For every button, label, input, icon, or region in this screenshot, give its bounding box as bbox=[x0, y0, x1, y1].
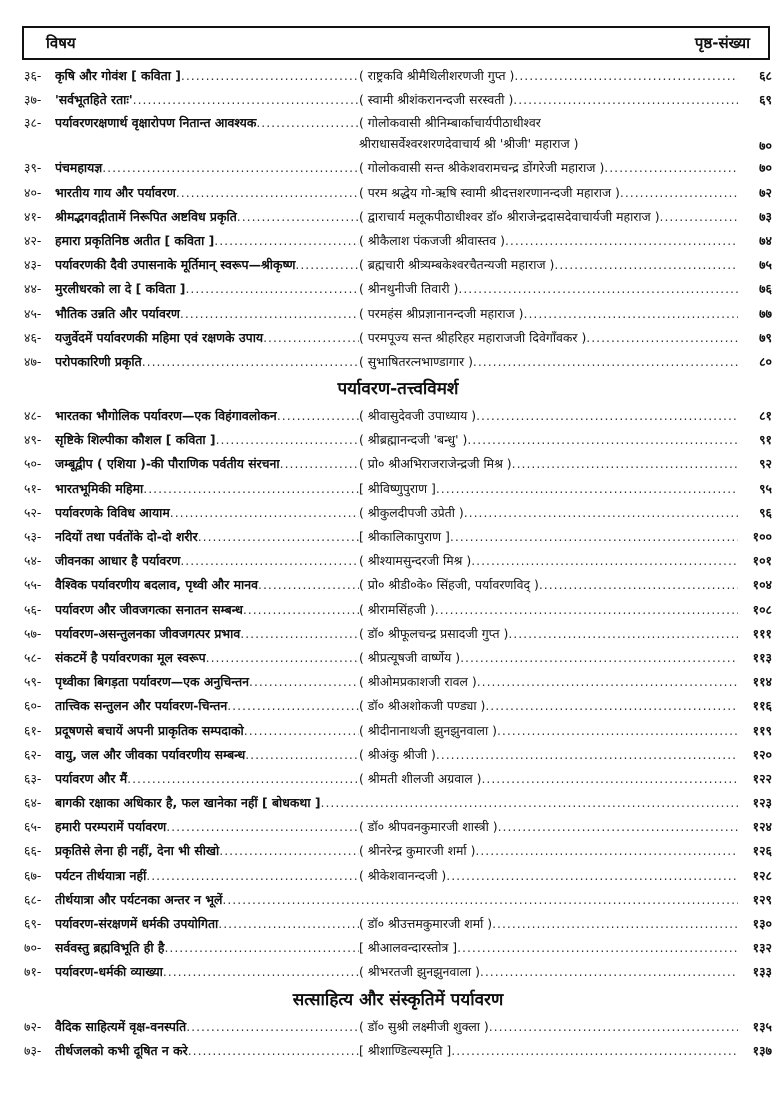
entry-author: ( श्रीकैलाश पंकजजी श्रीवास्तव ) bbox=[359, 232, 505, 248]
entry-title: पर्यावरण-असन्तुलनका जीवजगत्पर प्रभाव bbox=[55, 625, 241, 641]
contents-entry bbox=[24, 743, 772, 767]
entry-page: ७४ bbox=[759, 232, 772, 248]
entry-page: ७६ bbox=[759, 281, 772, 297]
entry-title: परोपकारिणी प्रकृति bbox=[55, 353, 142, 369]
contents-entry bbox=[24, 646, 772, 670]
entry-page: १११ bbox=[752, 625, 772, 641]
subject-heading: विषय bbox=[46, 34, 76, 52]
entry-page: ९६ bbox=[759, 504, 772, 520]
contents-entry bbox=[24, 815, 772, 839]
entry-author: ( श्रीओमप्रकाशजी रावल ) bbox=[359, 674, 477, 690]
entry-page: ७७ bbox=[759, 305, 772, 321]
contents-entry bbox=[24, 670, 772, 694]
entry-number: ३७- bbox=[24, 92, 42, 108]
entry-page: ७० bbox=[759, 138, 772, 154]
entry-page: ६९ bbox=[759, 92, 772, 108]
entry-page: १३० bbox=[752, 916, 772, 931]
entry-page: ९१ bbox=[759, 432, 772, 448]
contents-entry bbox=[24, 525, 772, 549]
section-heading: पर्यावरण-तत्त्वविमर्श bbox=[337, 379, 459, 400]
entry-author: ( गोलोकवासी सन्त श्रीकेशवरामचन्द्र डोंगरेजी महाराज ) bbox=[359, 160, 605, 176]
entry-number: ४६- bbox=[24, 329, 42, 345]
contents-entry bbox=[24, 205, 772, 229]
contents-entry bbox=[24, 573, 772, 597]
entry-page: १०० bbox=[752, 529, 772, 544]
entry-title: पर्यावरणके विविध आयाम bbox=[55, 504, 170, 520]
entry-title: 'सर्वभूतहिते रताः' bbox=[55, 92, 133, 108]
entry-number: ६१- bbox=[24, 722, 42, 738]
contents-entry bbox=[24, 181, 772, 205]
entry-number: ४५- bbox=[24, 305, 42, 321]
entry-number: ६३- bbox=[24, 770, 42, 786]
entry-number: ४४- bbox=[24, 281, 42, 297]
entry-title: सृष्टिके शिल्पीका कौशल [ कविता ] bbox=[55, 432, 216, 448]
entry-page: ७२ bbox=[759, 184, 772, 200]
entry-number: ६०- bbox=[24, 698, 42, 714]
entry-number: ५०- bbox=[24, 456, 42, 472]
entry-title: नदियों तथा पर्वतोंके दो-दो शरीर bbox=[55, 529, 198, 544]
entry-title: पर्यावरण और जीवजगत्का सनातन सम्बन्ध bbox=[55, 601, 243, 617]
entry-number: ४८- bbox=[24, 408, 42, 424]
entry-page: ११९ bbox=[752, 722, 772, 738]
entry-title: यजुर्वेदमें पर्यावरणकी महिमा एवं रक्षणके उपाय bbox=[55, 329, 264, 345]
entry-title: बागकी रक्षाका अधिकार है, फल खानेका नहीं [ बोधकथा ] bbox=[55, 795, 321, 811]
entry-page: ८० bbox=[759, 353, 772, 369]
entry-page: १०१ bbox=[752, 553, 772, 569]
entry-number: ५१- bbox=[24, 480, 42, 496]
entry-title: कृषि और गोवंश [ कविता ] bbox=[55, 68, 181, 83]
entry-author: ( ब्रह्मचारी श्रीत्र्यम्बकेश्वरचैतन्यजी महाराज ) bbox=[359, 257, 555, 273]
entry-author: ( गोलोकवासी श्रीनिम्बार्काचार्यपीठाधीश्वर bbox=[359, 115, 541, 131]
entry-number: ५४- bbox=[24, 553, 42, 569]
entry-page: ११६ bbox=[752, 698, 772, 714]
entry-page: ६८ bbox=[759, 68, 772, 83]
contents-entry bbox=[24, 404, 772, 428]
entry-author: ( डॉ० श्रीउत्तमकुमारजी शर्मा ) bbox=[359, 916, 493, 931]
entry-page: १३७ bbox=[752, 1042, 772, 1058]
contents-entry bbox=[24, 277, 772, 301]
contents-entry bbox=[24, 791, 772, 815]
entry-page: ९५ bbox=[759, 480, 772, 496]
entry-number: ४२- bbox=[24, 232, 42, 248]
entry-page: ७३ bbox=[759, 208, 772, 224]
entry-number: ६८- bbox=[24, 891, 42, 907]
contents-entry bbox=[24, 302, 772, 326]
contents-entry bbox=[24, 428, 772, 452]
entry-author: [ श्रीविष्णुपुराण ] bbox=[359, 480, 436, 496]
entry-author: ( श्रीनथुनीजी तिवारी ) bbox=[359, 281, 459, 297]
entry-number: ४७- bbox=[24, 353, 42, 369]
entry-number: ६६- bbox=[24, 843, 42, 859]
entry-page: १२२ bbox=[752, 770, 772, 786]
entry-author: ( श्रीरामसिंहजी ) bbox=[359, 601, 435, 617]
entry-number: ६७- bbox=[24, 867, 42, 883]
entry-page: १०८ bbox=[752, 601, 772, 617]
entry-page: १२८ bbox=[752, 867, 772, 883]
entry-number: ७३- bbox=[24, 1042, 42, 1058]
entry-number: ३८- bbox=[24, 115, 42, 131]
entry-page: ७५ bbox=[759, 257, 772, 273]
entry-page: १२९ bbox=[752, 891, 772, 907]
entry-title: तीर्थयात्रा और पर्यटनका अन्तर न भूलें bbox=[55, 891, 223, 907]
entry-page: १२६ bbox=[752, 843, 772, 859]
entry-number: ५३- bbox=[24, 529, 42, 544]
entry-author-line2: श्रीराधासर्वेश्वरशरणदेवाचार्य श्री 'श्रीजी' महाराज ) bbox=[359, 136, 579, 152]
entry-author: ( सुभाषितरत्नभाण्डागार ) bbox=[359, 353, 473, 369]
entry-title: प्रदूषणसे बचायें अपनी प्राकृतिक सम्पदाको bbox=[55, 722, 244, 738]
entry-number: ४९- bbox=[24, 432, 42, 448]
entry-page: ७० bbox=[759, 160, 772, 176]
contents-entry bbox=[24, 839, 772, 863]
contents-entry bbox=[24, 960, 772, 984]
entry-author: ( श्रीप्रत्यूषजी वार्ष्णेय ) bbox=[359, 649, 461, 665]
entry-author: ( श्रीवासुदेवजी उपाध्याय ) bbox=[359, 408, 477, 424]
contents-entry bbox=[24, 888, 772, 912]
contents-entry bbox=[24, 477, 772, 501]
contents-entry bbox=[24, 112, 772, 156]
entry-author: [ श्रीआलवन्दारस्तोत्र ] bbox=[359, 940, 458, 956]
entry-number: ७१- bbox=[24, 964, 42, 980]
entry-title: प्रकृतिसे लेना ही नहीं, देना भी सीखो bbox=[55, 843, 220, 859]
entry-title: भौतिक उन्नति और पर्यावरण bbox=[55, 305, 180, 321]
contents-entry bbox=[24, 1015, 772, 1039]
contents-entry bbox=[24, 501, 772, 525]
entry-page: १०४ bbox=[752, 577, 772, 593]
contents-entry bbox=[24, 326, 772, 350]
entry-title: पृथ्वीका बिगड़ता पर्यावरण—एक अनुचिन्तन bbox=[55, 674, 250, 690]
entry-page: १३२ bbox=[752, 940, 772, 956]
entry-author: ( श्रीश्यामसुन्दरजी मिश्र ) bbox=[359, 553, 472, 569]
entry-author: ( श्रीमती शीलजी अग्रवाल ) bbox=[359, 770, 482, 786]
entry-number: ३९- bbox=[24, 160, 42, 176]
entry-title: तात्त्विक सन्तुलन और पर्यावरण-चिन्तन bbox=[55, 698, 228, 714]
entry-author: [ श्रीकालिकापुराण ] bbox=[359, 529, 450, 544]
contents-entry bbox=[24, 452, 772, 476]
entry-title: भारतीय गाय और पर्यावरण bbox=[55, 184, 176, 200]
entry-number: ६४- bbox=[24, 795, 42, 811]
entry-author: ( श्रीनरेन्द्र कुमारजी शर्मा ) bbox=[359, 843, 476, 859]
entry-number: ४३- bbox=[24, 257, 42, 273]
contents-header bbox=[22, 26, 770, 60]
contents-entry bbox=[24, 912, 772, 936]
entry-page: १३३ bbox=[752, 964, 772, 980]
entry-number: ७०- bbox=[24, 940, 42, 956]
contents-entry bbox=[24, 229, 772, 253]
entry-author: ( स्वामी श्रीशंकरानन्दजी सरस्वती ) bbox=[359, 92, 514, 108]
entry-title: हमारी परम्परामें पर्यावरण bbox=[55, 819, 167, 835]
entry-title: वैश्विक पर्यावरणीय बदलाव, पृथ्वी और मानव bbox=[55, 577, 258, 593]
contents-entry bbox=[24, 1039, 772, 1063]
contents-entry bbox=[24, 156, 772, 180]
entry-title: पर्यावरण-धर्मकी व्याख्या bbox=[55, 964, 163, 980]
entry-number: ४१- bbox=[24, 208, 42, 224]
entry-page: १२० bbox=[752, 746, 772, 762]
section-heading: सत्साहित्य और संस्कृतिमें पर्यावरण bbox=[292, 989, 504, 1010]
entry-title: जम्बूद्वीप ( एशिया )-की पौराणिक पर्वतीय संरचना bbox=[55, 456, 280, 472]
entry-title: भारतका भौगोलिक पर्यावरण—एक विहंगावलोकन bbox=[55, 408, 277, 424]
entry-author: ( परमहंस श्रीप्रज्ञानानन्दजी महाराज ) bbox=[359, 305, 524, 321]
entry-title: पर्यावरण और मैं bbox=[55, 770, 128, 786]
entry-title: सर्ववस्तु ब्रह्मविभूति ही है bbox=[55, 940, 165, 956]
entry-author: ( परम श्रद्धेय गो-ऋषि स्वामी श्रीदत्तशरणानन्दजी महाराज ) bbox=[359, 184, 620, 200]
entry-author: ( श्रीभरतजी झुनझुनवाला ) bbox=[359, 964, 480, 980]
entry-number: ६९- bbox=[24, 916, 42, 931]
page-number-heading: पृष्ठ-संख्या bbox=[694, 34, 750, 52]
entry-author: ( डॉ० सुश्री लक्ष्मीजी शुक्ला ) bbox=[359, 1018, 489, 1034]
entry-number: ५२- bbox=[24, 504, 42, 520]
entry-page: ८१ bbox=[759, 408, 772, 424]
entry-page: १३५ bbox=[752, 1018, 772, 1034]
entry-number: ६५- bbox=[24, 819, 42, 835]
contents-entry bbox=[24, 350, 772, 374]
entry-author: ( डॉ० श्रीपवनकुमारजी शास्त्री ) bbox=[359, 819, 498, 835]
entry-page: ११४ bbox=[752, 674, 772, 690]
entry-number: ३६- bbox=[24, 68, 42, 83]
entry-author: ( श्रीअंकु श्रीजी ) bbox=[359, 746, 436, 762]
entry-title: जीवनका आधार है पर्यावरण bbox=[55, 553, 181, 569]
entry-number: ५६- bbox=[24, 601, 42, 617]
entry-number: ५९- bbox=[24, 674, 42, 690]
entry-author: ( डॉ० श्रीफूलचन्द्र प्रसादजी गुप्त ) bbox=[359, 625, 509, 641]
entry-author: ( राष्ट्रकवि श्रीमैथिलीशरणजी गुप्त ) bbox=[359, 68, 515, 83]
entry-page: १२४ bbox=[752, 819, 772, 835]
entry-author: ( प्रो० श्रीअभिराजराजेन्द्रजी मिश्र ) bbox=[359, 456, 512, 472]
entry-author: [ श्रीशाण्डिल्यस्मृति ] bbox=[359, 1042, 452, 1058]
entry-title: मुरलीधरको ला दे [ कविता ] bbox=[55, 281, 186, 297]
entry-title: पर्यावरणकी दैवी उपासनाके मूर्तिमान् स्वरूप—श्रीकृष्ण bbox=[55, 257, 296, 273]
entry-page: ९२ bbox=[759, 456, 772, 472]
contents-entry bbox=[24, 767, 772, 791]
entry-author: ( परमपूज्य सन्त श्रीहरिहर महाराजजी दिवेगाँवकर ) bbox=[359, 329, 587, 345]
entry-number: ५७- bbox=[24, 625, 42, 641]
entry-number: ५८- bbox=[24, 649, 42, 665]
contents-entry bbox=[24, 622, 772, 646]
entry-title: भारतभूमिकी महिमा bbox=[55, 480, 144, 496]
contents-entry bbox=[24, 719, 772, 743]
contents-entry bbox=[24, 549, 772, 573]
entry-page: ११३ bbox=[752, 649, 772, 665]
contents-entry bbox=[24, 64, 772, 88]
entry-title: पर्यावरण-संरक्षणमें धर्मकी उपयोगिता bbox=[55, 916, 219, 931]
entry-author: ( श्रीकेशवानन्दजी ) bbox=[359, 867, 447, 883]
entry-author: ( डॉ० श्रीअशोकजी पण्ड्या ) bbox=[359, 698, 486, 714]
entry-title: श्रीमद्भगवद्गीतामें निरूपित अष्टविध प्रकृति bbox=[55, 208, 237, 224]
contents-entry bbox=[24, 88, 772, 112]
entry-title: वैदिक साहित्यमें वृक्ष-वनस्पति bbox=[55, 1018, 187, 1034]
entry-title: पंचमहायज्ञ bbox=[55, 160, 103, 176]
entry-page: १२३ bbox=[752, 795, 772, 811]
entry-author: ( श्रीब्रह्मानन्दजी 'बन्धु' ) bbox=[359, 432, 468, 448]
contents-entry bbox=[24, 694, 772, 718]
entry-number: ७२- bbox=[24, 1018, 42, 1034]
entry-author: ( द्वाराचार्य मलूकपीठाधीश्वर डॉ० श्रीराजेन्द्रदासदेवाचार्यजी महाराज ) bbox=[359, 208, 660, 224]
entry-author: ( प्रो० श्रीडी०के० सिंहजी, पर्यावरणविद् ) bbox=[359, 577, 539, 593]
entry-title: संकटमें है पर्यावरणका मूल स्वरूप bbox=[55, 649, 206, 665]
entry-title: वायु, जल और जीवका पर्यावरणीय सम्बन्ध bbox=[55, 746, 246, 762]
entry-title: पर्यावरणरक्षणार्थ वृक्षारोपण नितान्त आवश्यक bbox=[55, 115, 257, 131]
entry-title: तीर्थजलको कभी दूषित न करे bbox=[55, 1042, 188, 1058]
entry-number: ४०- bbox=[24, 184, 42, 200]
contents-list bbox=[24, 64, 772, 1063]
contents-entry bbox=[24, 864, 772, 888]
entry-author: ( श्रीदीनानाथजी झुनझुनवाला ) bbox=[359, 722, 497, 738]
contents-entry bbox=[24, 598, 772, 622]
entry-number: ६२- bbox=[24, 746, 42, 762]
entry-page: ७९ bbox=[759, 329, 772, 345]
contents-entry bbox=[24, 253, 772, 277]
entry-title: पर्यटन तीर्थयात्रा नहीं bbox=[55, 867, 147, 883]
entry-author: ( श्रीकुलदीपजी उप्रेती ) bbox=[359, 504, 464, 520]
entry-number: ५५- bbox=[24, 577, 42, 593]
entry-title: हमारा प्रकृतिनिष्ठ अतीत [ कविता ] bbox=[55, 232, 215, 248]
contents-entry bbox=[24, 936, 772, 960]
